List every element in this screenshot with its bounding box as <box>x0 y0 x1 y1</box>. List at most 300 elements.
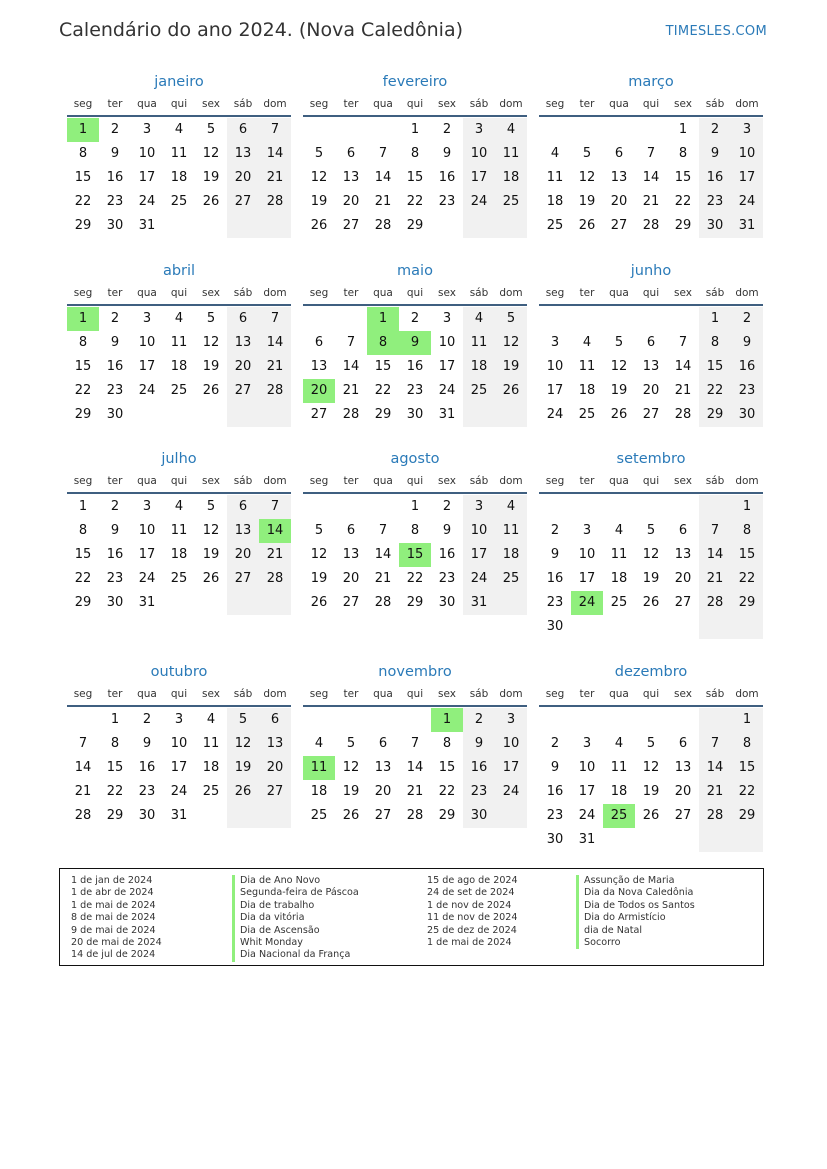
day-cell[interactable]: 7 <box>646 146 656 161</box>
day-cell[interactable]: 11 <box>170 146 188 161</box>
day-cell[interactable]: 18 <box>170 547 188 562</box>
day-cell[interactable]: 25 <box>610 595 628 610</box>
day-cell[interactable]: 30 <box>438 595 456 610</box>
day-cell[interactable]: 14 <box>406 760 424 775</box>
day-cell[interactable]: 26 <box>495 379 527 403</box>
day-cell[interactable]: 10 <box>438 335 456 350</box>
day-cell[interactable]: 21 <box>259 166 291 190</box>
day-cell[interactable]: 9 <box>110 523 120 538</box>
day-cell[interactable]: 30 <box>731 403 763 427</box>
day-cell[interactable]: 9 <box>110 146 120 161</box>
day-cell[interactable]: 1 <box>678 122 688 137</box>
day-cell[interactable]: 5 <box>346 736 356 751</box>
day-cell[interactable]: 5 <box>495 307 527 331</box>
day-cell[interactable]: 20 <box>642 383 660 398</box>
day-cell[interactable]: 15 <box>731 543 763 567</box>
day-cell[interactable]: 11 <box>610 547 628 562</box>
day-cell[interactable]: 9 <box>399 331 431 355</box>
day-cell[interactable]: 15 <box>399 543 431 567</box>
day-cell[interactable]: 9 <box>699 142 731 166</box>
day-cell[interactable]: 27 <box>259 780 291 804</box>
day-cell[interactable]: 31 <box>138 595 156 610</box>
day-cell[interactable]: 30 <box>546 832 564 847</box>
day-cell[interactable]: 6 <box>378 736 388 751</box>
day-cell[interactable]: 9 <box>463 732 495 756</box>
day-cell[interactable]: 21 <box>642 194 660 209</box>
day-cell[interactable]: 27 <box>342 595 360 610</box>
day-cell[interactable]: 27 <box>342 218 360 233</box>
day-cell[interactable]: 18 <box>202 760 220 775</box>
day-cell[interactable]: 14 <box>74 760 92 775</box>
day-cell[interactable]: 24 <box>438 383 456 398</box>
day-cell[interactable]: 21 <box>406 784 424 799</box>
day-cell[interactable]: 7 <box>678 335 688 350</box>
day-cell[interactable]: 18 <box>495 543 527 567</box>
day-cell[interactable]: 22 <box>699 379 731 403</box>
day-cell[interactable]: 10 <box>463 142 495 166</box>
day-cell[interactable]: 28 <box>342 407 360 422</box>
day-cell[interactable]: 8 <box>410 523 420 538</box>
day-cell[interactable]: 23 <box>699 190 731 214</box>
day-cell[interactable]: 13 <box>674 760 692 775</box>
day-cell[interactable]: 22 <box>74 194 92 209</box>
day-cell[interactable]: 13 <box>610 170 628 185</box>
day-cell[interactable]: 7 <box>346 335 356 350</box>
day-cell[interactable]: 29 <box>374 407 392 422</box>
day-cell[interactable]: 28 <box>699 804 731 828</box>
day-cell[interactable]: 12 <box>642 760 660 775</box>
day-cell[interactable]: 16 <box>699 166 731 190</box>
day-cell[interactable]: 28 <box>642 218 660 233</box>
day-cell[interactable]: 16 <box>438 170 456 185</box>
day-cell[interactable]: 22 <box>74 571 92 586</box>
day-cell[interactable]: 18 <box>610 784 628 799</box>
day-cell[interactable]: 9 <box>550 760 560 775</box>
day-cell[interactable]: 23 <box>463 780 495 804</box>
day-cell[interactable]: 14 <box>374 547 392 562</box>
day-cell[interactable]: 29 <box>438 808 456 823</box>
day-cell[interactable]: 17 <box>546 383 564 398</box>
day-cell[interactable]: 6 <box>614 146 624 161</box>
day-cell[interactable]: 8 <box>110 736 120 751</box>
day-cell[interactable]: 19 <box>310 571 328 586</box>
day-cell[interactable]: 7 <box>699 519 731 543</box>
day-cell[interactable]: 27 <box>227 567 259 591</box>
day-cell[interactable]: 2 <box>463 708 495 732</box>
day-cell[interactable]: 8 <box>731 732 763 756</box>
day-cell[interactable]: 6 <box>227 307 259 331</box>
day-cell[interactable]: 16 <box>106 547 124 562</box>
day-cell[interactable]: 24 <box>463 190 495 214</box>
day-cell[interactable]: 9 <box>442 146 452 161</box>
day-cell[interactable]: 13 <box>342 170 360 185</box>
day-cell[interactable]: 26 <box>610 407 628 422</box>
day-cell[interactable]: 22 <box>406 194 424 209</box>
day-cell[interactable]: 16 <box>406 359 424 374</box>
day-cell[interactable]: 13 <box>227 519 259 543</box>
day-cell[interactable]: 23 <box>546 595 564 610</box>
day-cell[interactable]: 13 <box>227 331 259 355</box>
day-cell[interactable]: 29 <box>74 595 92 610</box>
day-cell[interactable]: 22 <box>731 567 763 591</box>
day-cell[interactable]: 9 <box>442 523 452 538</box>
day-cell[interactable]: 25 <box>170 571 188 586</box>
day-cell[interactable]: 25 <box>310 808 328 823</box>
day-cell[interactable]: 5 <box>614 335 624 350</box>
day-cell[interactable]: 29 <box>699 403 731 427</box>
day-cell[interactable]: 28 <box>74 808 92 823</box>
day-cell[interactable]: 29 <box>674 218 692 233</box>
day-cell[interactable]: 16 <box>463 756 495 780</box>
day-cell[interactable]: 14 <box>699 756 731 780</box>
day-cell[interactable]: 28 <box>406 808 424 823</box>
day-cell[interactable]: 20 <box>342 194 360 209</box>
day-cell[interactable]: 1 <box>367 307 399 331</box>
day-cell[interactable]: 23 <box>106 571 124 586</box>
day-cell[interactable]: 18 <box>578 383 596 398</box>
day-cell[interactable]: 18 <box>495 166 527 190</box>
day-cell[interactable]: 12 <box>310 170 328 185</box>
day-cell[interactable]: 24 <box>138 194 156 209</box>
day-cell[interactable]: 2 <box>442 499 452 514</box>
day-cell[interactable]: 1 <box>731 708 763 732</box>
day-cell[interactable]: 29 <box>74 218 92 233</box>
day-cell[interactable]: 25 <box>578 407 596 422</box>
day-cell[interactable]: 26 <box>310 218 328 233</box>
day-cell[interactable]: 2 <box>550 523 560 538</box>
day-cell[interactable]: 18 <box>546 194 564 209</box>
day-cell[interactable]: 24 <box>546 407 564 422</box>
day-cell[interactable]: 25 <box>495 567 527 591</box>
day-cell[interactable]: 19 <box>202 547 220 562</box>
day-cell[interactable]: 23 <box>106 383 124 398</box>
day-cell[interactable]: 31 <box>731 214 763 238</box>
day-cell[interactable]: 6 <box>646 335 656 350</box>
day-cell[interactable]: 5 <box>646 523 656 538</box>
day-cell[interactable]: 6 <box>678 523 688 538</box>
day-cell[interactable]: 30 <box>406 407 424 422</box>
day-cell[interactable]: 25 <box>603 804 635 828</box>
day-cell[interactable]: 10 <box>546 359 564 374</box>
day-cell[interactable]: 8 <box>367 331 399 355</box>
day-cell[interactable]: 2 <box>110 122 120 137</box>
day-cell[interactable]: 11 <box>463 331 495 355</box>
day-cell[interactable]: 22 <box>74 383 92 398</box>
day-cell[interactable]: 12 <box>227 732 259 756</box>
day-cell[interactable]: 14 <box>699 543 731 567</box>
day-cell[interactable]: 20 <box>259 756 291 780</box>
day-cell[interactable]: 3 <box>174 712 184 727</box>
day-cell[interactable]: 21 <box>674 383 692 398</box>
day-cell[interactable]: 15 <box>74 359 92 374</box>
day-cell[interactable]: 7 <box>78 736 88 751</box>
day-cell[interactable]: 11 <box>495 519 527 543</box>
day-cell[interactable]: 5 <box>646 736 656 751</box>
day-cell[interactable]: 11 <box>495 142 527 166</box>
day-cell[interactable]: 29 <box>406 218 424 233</box>
day-cell[interactable]: 12 <box>342 760 360 775</box>
day-cell[interactable]: 31 <box>578 832 596 847</box>
day-cell[interactable]: 4 <box>463 307 495 331</box>
day-cell[interactable]: 4 <box>174 122 184 137</box>
day-cell[interactable]: 17 <box>495 756 527 780</box>
day-cell[interactable]: 30 <box>699 214 731 238</box>
day-cell[interactable]: 8 <box>731 519 763 543</box>
day-cell[interactable]: 9 <box>110 335 120 350</box>
day-cell[interactable]: 5 <box>314 146 324 161</box>
day-cell[interactable]: 14 <box>259 331 291 355</box>
day-cell[interactable]: 20 <box>227 543 259 567</box>
brand-logo[interactable]: TIMESLES.COM <box>665 24 767 39</box>
day-cell[interactable]: 19 <box>202 170 220 185</box>
day-cell[interactable]: 11 <box>303 756 335 780</box>
day-cell[interactable]: 5 <box>206 499 216 514</box>
day-cell[interactable]: 29 <box>74 407 92 422</box>
day-cell[interactable]: 3 <box>142 499 152 514</box>
day-cell[interactable]: 3 <box>142 311 152 326</box>
day-cell[interactable]: 8 <box>78 335 88 350</box>
day-cell[interactable]: 2 <box>110 499 120 514</box>
day-cell[interactable]: 21 <box>374 194 392 209</box>
day-cell[interactable]: 16 <box>138 760 156 775</box>
day-cell[interactable]: 17 <box>731 166 763 190</box>
day-cell[interactable]: 27 <box>610 218 628 233</box>
day-cell[interactable]: 1 <box>67 118 99 142</box>
day-cell[interactable]: 6 <box>346 523 356 538</box>
day-cell[interactable]: 30 <box>138 808 156 823</box>
day-cell[interactable]: 10 <box>463 519 495 543</box>
day-cell[interactable]: 18 <box>610 571 628 586</box>
day-cell[interactable]: 28 <box>259 190 291 214</box>
day-cell[interactable]: 24 <box>170 784 188 799</box>
day-cell[interactable]: 28 <box>374 595 392 610</box>
day-cell[interactable]: 2 <box>142 712 152 727</box>
day-cell[interactable]: 6 <box>227 495 259 519</box>
day-cell[interactable]: 11 <box>202 736 220 751</box>
day-cell[interactable]: 7 <box>410 736 420 751</box>
day-cell[interactable]: 19 <box>342 784 360 799</box>
day-cell[interactable]: 20 <box>610 194 628 209</box>
day-cell[interactable]: 17 <box>578 571 596 586</box>
day-cell[interactable]: 2 <box>442 122 452 137</box>
day-cell[interactable]: 25 <box>546 218 564 233</box>
day-cell[interactable]: 1 <box>67 307 99 331</box>
day-cell[interactable]: 16 <box>546 784 564 799</box>
day-cell[interactable]: 12 <box>495 331 527 355</box>
day-cell[interactable]: 26 <box>578 218 596 233</box>
day-cell[interactable]: 18 <box>170 170 188 185</box>
day-cell[interactable]: 18 <box>170 359 188 374</box>
day-cell[interactable]: 26 <box>342 808 360 823</box>
day-cell[interactable]: 20 <box>303 379 335 403</box>
day-cell[interactable]: 7 <box>378 523 388 538</box>
day-cell[interactable]: 13 <box>227 142 259 166</box>
day-cell[interactable]: 28 <box>259 379 291 403</box>
day-cell[interactable]: 16 <box>546 571 564 586</box>
day-cell[interactable]: 8 <box>410 146 420 161</box>
day-cell[interactable]: 10 <box>731 142 763 166</box>
day-cell[interactable]: 10 <box>495 732 527 756</box>
day-cell[interactable]: 31 <box>463 591 495 615</box>
day-cell[interactable]: 23 <box>438 571 456 586</box>
day-cell[interactable]: 15 <box>74 547 92 562</box>
day-cell[interactable]: 8 <box>442 736 452 751</box>
day-cell[interactable]: 26 <box>642 595 660 610</box>
day-cell[interactable]: 13 <box>342 547 360 562</box>
day-cell[interactable]: 14 <box>674 359 692 374</box>
day-cell[interactable]: 22 <box>374 383 392 398</box>
day-cell[interactable]: 26 <box>202 571 220 586</box>
day-cell[interactable]: 8 <box>678 146 688 161</box>
day-cell[interactable]: 19 <box>202 359 220 374</box>
day-cell[interactable]: 28 <box>374 218 392 233</box>
day-cell[interactable]: 4 <box>614 736 624 751</box>
day-cell[interactable]: 24 <box>495 780 527 804</box>
day-cell[interactable]: 17 <box>578 784 596 799</box>
day-cell[interactable]: 23 <box>406 383 424 398</box>
day-cell[interactable]: 21 <box>374 571 392 586</box>
day-cell[interactable]: 29 <box>731 804 763 828</box>
day-cell[interactable]: 22 <box>438 784 456 799</box>
day-cell[interactable]: 15 <box>438 760 456 775</box>
day-cell[interactable]: 18 <box>310 784 328 799</box>
day-cell[interactable]: 15 <box>699 355 731 379</box>
day-cell[interactable]: 26 <box>202 383 220 398</box>
day-cell[interactable]: 10 <box>578 547 596 562</box>
day-cell[interactable]: 3 <box>582 523 592 538</box>
day-cell[interactable]: 13 <box>674 547 692 562</box>
day-cell[interactable]: 28 <box>674 407 692 422</box>
day-cell[interactable]: 27 <box>374 808 392 823</box>
day-cell[interactable]: 20 <box>674 571 692 586</box>
day-cell[interactable]: 31 <box>138 218 156 233</box>
day-cell[interactable]: 19 <box>578 194 596 209</box>
day-cell[interactable]: 15 <box>374 359 392 374</box>
day-cell[interactable]: 6 <box>314 335 324 350</box>
day-cell[interactable]: 12 <box>642 547 660 562</box>
day-cell[interactable]: 5 <box>314 523 324 538</box>
day-cell[interactable]: 23 <box>106 194 124 209</box>
day-cell[interactable]: 23 <box>731 379 763 403</box>
day-cell[interactable]: 5 <box>206 311 216 326</box>
day-cell[interactable]: 17 <box>463 166 495 190</box>
day-cell[interactable]: 14 <box>342 359 360 374</box>
day-cell[interactable]: 27 <box>227 379 259 403</box>
day-cell[interactable]: 28 <box>259 567 291 591</box>
day-cell[interactable]: 1 <box>410 122 420 137</box>
day-cell[interactable]: 12 <box>202 523 220 538</box>
day-cell[interactable]: 3 <box>463 495 495 519</box>
day-cell[interactable]: 5 <box>582 146 592 161</box>
day-cell[interactable]: 17 <box>138 547 156 562</box>
day-cell[interactable]: 4 <box>174 499 184 514</box>
day-cell[interactable]: 12 <box>202 335 220 350</box>
day-cell[interactable]: 19 <box>642 784 660 799</box>
day-cell[interactable]: 6 <box>346 146 356 161</box>
day-cell[interactable]: 24 <box>571 591 603 615</box>
day-cell[interactable]: 20 <box>674 784 692 799</box>
day-cell[interactable]: 30 <box>106 595 124 610</box>
day-cell[interactable]: 13 <box>374 760 392 775</box>
day-cell[interactable]: 31 <box>170 808 188 823</box>
day-cell[interactable]: 13 <box>259 732 291 756</box>
day-cell[interactable]: 19 <box>495 355 527 379</box>
day-cell[interactable]: 20 <box>227 355 259 379</box>
day-cell[interactable]: 3 <box>550 335 560 350</box>
day-cell[interactable]: 6 <box>227 118 259 142</box>
day-cell[interactable]: 20 <box>342 571 360 586</box>
day-cell[interactable]: 27 <box>674 808 692 823</box>
day-cell[interactable]: 4 <box>174 311 184 326</box>
day-cell[interactable]: 1 <box>431 708 463 732</box>
day-cell[interactable]: 1 <box>110 712 120 727</box>
day-cell[interactable]: 29 <box>106 808 124 823</box>
day-cell[interactable]: 29 <box>731 591 763 615</box>
day-cell[interactable]: 16 <box>731 355 763 379</box>
day-cell[interactable]: 28 <box>699 591 731 615</box>
day-cell[interactable]: 30 <box>546 619 564 634</box>
day-cell[interactable]: 25 <box>463 379 495 403</box>
day-cell[interactable]: 12 <box>310 547 328 562</box>
day-cell[interactable]: 2 <box>410 311 420 326</box>
day-cell[interactable]: 22 <box>106 784 124 799</box>
day-cell[interactable]: 21 <box>342 383 360 398</box>
day-cell[interactable]: 1 <box>731 495 763 519</box>
day-cell[interactable]: 4 <box>614 523 624 538</box>
day-cell[interactable]: 1 <box>699 307 731 331</box>
day-cell[interactable]: 15 <box>731 756 763 780</box>
day-cell[interactable]: 24 <box>463 567 495 591</box>
day-cell[interactable]: 15 <box>106 760 124 775</box>
day-cell[interactable]: 21 <box>699 780 731 804</box>
day-cell[interactable]: 8 <box>78 146 88 161</box>
day-cell[interactable]: 6 <box>678 736 688 751</box>
day-cell[interactable]: 26 <box>310 595 328 610</box>
day-cell[interactable]: 24 <box>138 383 156 398</box>
day-cell[interactable]: 3 <box>731 118 763 142</box>
day-cell[interactable]: 20 <box>374 784 392 799</box>
day-cell[interactable]: 3 <box>142 122 152 137</box>
day-cell[interactable]: 14 <box>259 519 291 543</box>
day-cell[interactable]: 20 <box>227 166 259 190</box>
day-cell[interactable]: 14 <box>374 170 392 185</box>
day-cell[interactable]: 22 <box>406 571 424 586</box>
day-cell[interactable]: 9 <box>550 547 560 562</box>
day-cell[interactable]: 10 <box>138 335 156 350</box>
day-cell[interactable]: 2 <box>731 307 763 331</box>
day-cell[interactable]: 7 <box>259 118 291 142</box>
day-cell[interactable]: 11 <box>546 170 564 185</box>
day-cell[interactable]: 18 <box>463 355 495 379</box>
day-cell[interactable]: 15 <box>674 170 692 185</box>
day-cell[interactable]: 10 <box>138 523 156 538</box>
day-cell[interactable]: 16 <box>106 359 124 374</box>
day-cell[interactable]: 21 <box>699 567 731 591</box>
day-cell[interactable]: 12 <box>202 146 220 161</box>
day-cell[interactable]: 30 <box>106 218 124 233</box>
day-cell[interactable]: 4 <box>495 118 527 142</box>
day-cell[interactable]: 5 <box>206 122 216 137</box>
day-cell[interactable]: 11 <box>578 359 596 374</box>
day-cell[interactable]: 31 <box>438 407 456 422</box>
day-cell[interactable]: 14 <box>642 170 660 185</box>
day-cell[interactable]: 6 <box>259 708 291 732</box>
day-cell[interactable]: 27 <box>310 407 328 422</box>
day-cell[interactable]: 25 <box>170 194 188 209</box>
day-cell[interactable]: 2 <box>110 311 120 326</box>
day-cell[interactable]: 19 <box>642 571 660 586</box>
day-cell[interactable]: 10 <box>578 760 596 775</box>
